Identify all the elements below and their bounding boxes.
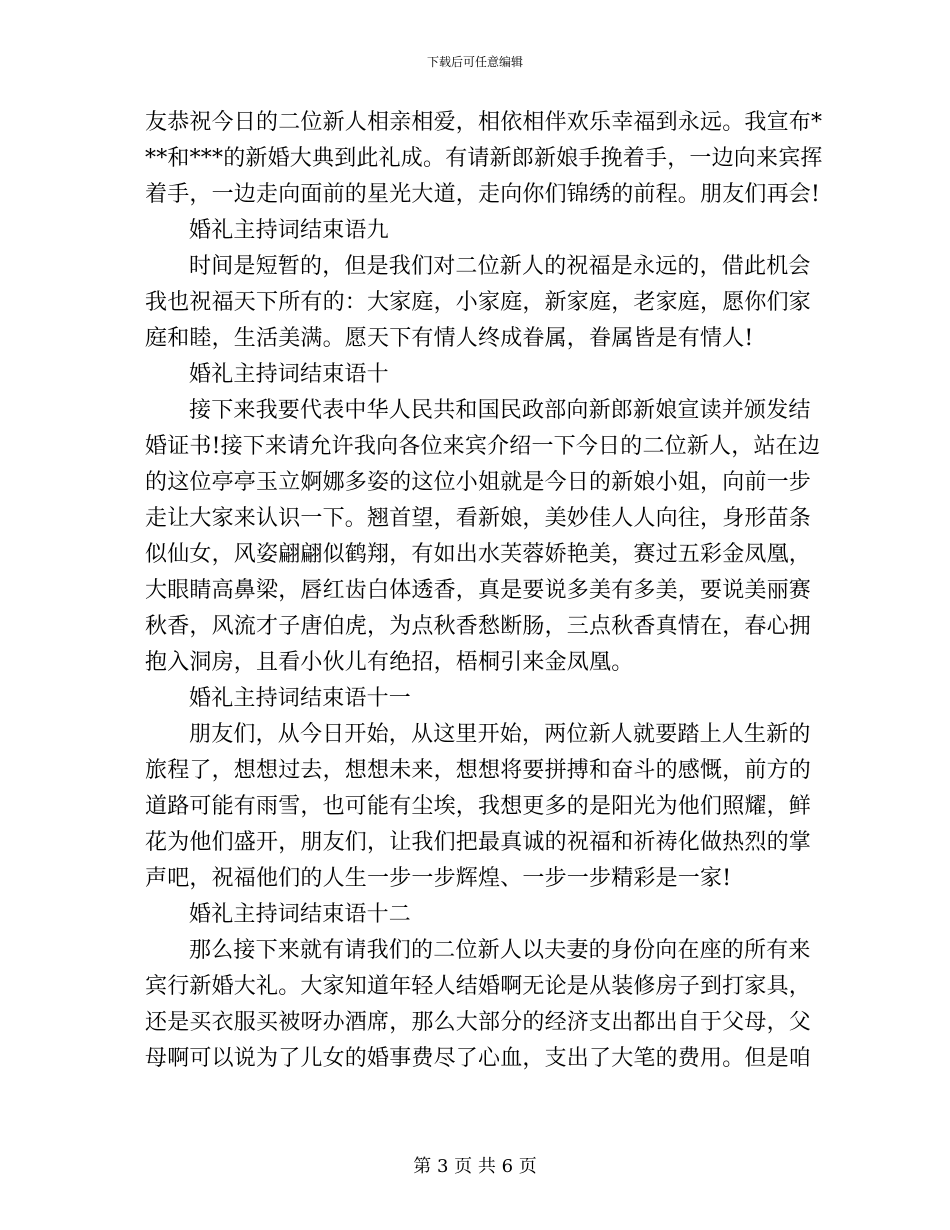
paragraph-line: 时间是短暂的，但是我们对二位新人的祝福是永远的，借此机会 bbox=[189, 254, 811, 279]
paragraph-line: 还是买衣服买被呀办酒席，那么大部分的经济支出都出自于父母，父 bbox=[145, 1010, 812, 1035]
paragraph-line: 庭和睦，生活美满。愿天下有情人终成眷属，眷属皆是有情人! bbox=[145, 326, 754, 351]
section-heading: 婚礼主持词结束语十二 bbox=[189, 902, 412, 927]
paragraph-line: 抱入洞房，且看小伙儿有绝招，梧桐引来金凤凰。 bbox=[145, 650, 634, 675]
paragraph-line: 我也祝福天下所有的：大家庭，小家庭，新家庭，老家庭，愿你们家 bbox=[145, 290, 812, 315]
paragraph-line: 大眼睛高鼻梁，唇红齿白体透香，真是要说多美有多美，要说美丽赛 bbox=[145, 578, 812, 603]
paragraph-line: 似仙女，风姿翩翩似鹤翔，有如出水芙蓉娇艳美，赛过五彩金凤凰， bbox=[145, 542, 812, 567]
paragraph-line: 花为他们盛开，朋友们，让我们把最真诚的祝福和祈祷化做热烈的掌 bbox=[145, 830, 812, 855]
section-heading: 婚礼主持词结束语九 bbox=[189, 218, 389, 243]
section-heading: 婚礼主持词结束语十 bbox=[189, 362, 389, 387]
paragraph-line: 声吧，祝福他们的人生一步一步辉煌、一步一步精彩是一家! bbox=[145, 866, 732, 891]
paragraph-line: 着手，一边走向面前的星光大道，走向你们锦绣的前程。朋友们再会! bbox=[145, 182, 821, 207]
paragraph-line: 秋香，风流才子唐伯虎，为点秋香愁断肠，三点秋香真情在，春心拥 bbox=[145, 614, 812, 639]
paragraph-line: **和***的新婚大典到此礼成。有请新郎新娘手挽着手，一边向来宾挥 bbox=[145, 146, 823, 171]
paragraph-line: 母啊可以说为了儿女的婚事费尽了心血，支出了大笔的费用。但是咱 bbox=[145, 1046, 812, 1071]
paragraph-line: 道路可能有雨雪，也可能有尘埃，我想更多的是阳光为他们照耀，鲜 bbox=[145, 794, 812, 819]
paragraph-line: 婚证书!接下来请允许我向各位来宾介绍一下今日的二位新人，站在边 bbox=[145, 434, 821, 459]
paragraph-line: 的这位亭亭玉立婀娜多姿的这位小姐就是今日的新娘小姐，向前一步 bbox=[145, 470, 812, 495]
paragraph-line: 走让大家来认识一下。翘首望，看新娘，美妙佳人人向往，身形苗条 bbox=[145, 506, 812, 531]
paragraph-line: 旅程了，想想过去，想想未来，想想将要拼搏和奋斗的感慨，前方的 bbox=[145, 758, 812, 783]
paragraph-line: 接下来我要代表中华人民共和国民政部向新郎新娘宣读并颁发结 bbox=[189, 398, 811, 423]
paragraph-line: 宾行新婚大礼。大家知道年轻人结婚啊无论是从装修房子到打家具， bbox=[145, 974, 812, 999]
paragraph-line: 那么接下来就有请我们的二位新人以夫妻的身份向在座的所有来 bbox=[189, 938, 811, 963]
paragraph-line: 朋友们，从今日开始，从这里开始，两位新人就要踏上人生新的 bbox=[189, 722, 811, 747]
paragraph-line: 友恭祝今日的二位新人相亲相爱，相依相伴欢乐幸福到永远。我宣布* bbox=[145, 110, 823, 135]
page-header: 下载后可任意编辑 bbox=[426, 55, 523, 69]
document-body bbox=[145, 105, 823, 1077]
page-footer: 第 3 页 共 6 页 bbox=[413, 1156, 537, 1177]
section-heading: 婚礼主持词结束语十一 bbox=[189, 686, 412, 711]
